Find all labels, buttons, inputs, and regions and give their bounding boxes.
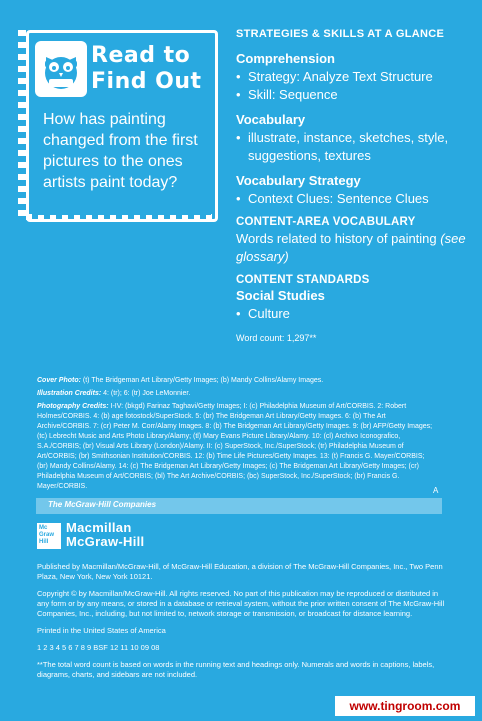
content-vocab-text: Words related to history of painting (see glossary) <box>236 231 466 264</box>
print-line: 1 2 3 4 5 6 7 8 9 BSF 12 11 10 09 08 <box>37 643 160 652</box>
list-item: • Context Clues: Sentence Clues <box>236 191 429 206</box>
word-count-note: **The total word count is based on words in the running text and headings only. Numerals and words in captions, labels, diagrams, charts, and sidebars are not included. <box>37 660 435 679</box>
cover-credit: Cover Photo: (t) The Bridgeman Art Library/Getty Images; (b) Mandy Collins/Alamy Images. <box>37 377 324 384</box>
list-item: • Culture <box>236 306 290 321</box>
mcgraw-hill-logo <box>37 523 61 549</box>
copyright-paragraph: Copyright © by Macmillan/McGraw-Hill. All rights reserved. No part of this publication may be reproduced or distributed in any form or by any means, or stored in a database or retrieval system, without the prior written consent of The McGraw-Hill Companies, Inc., including, but not limited to, network storage or transmission, or broadcast for distance learning. <box>37 589 445 618</box>
owl-icon <box>35 41 87 97</box>
vocab-strategy-list <box>236 190 472 208</box>
list-item: • Skill: Sequence <box>236 87 338 102</box>
logo-mark: Mc Graw Hill <box>39 525 55 545</box>
content-vocab-title: CONTENT-AREA VOCABULARY <box>236 216 416 228</box>
watermark: www.tingroom.com <box>335 696 475 716</box>
content-standards-subtitle: Social Studies <box>236 288 325 303</box>
list-item: • Strategy: Analyze Text Structure <box>236 69 433 84</box>
illustration-credit: Illustration Credits: 4: (tr); 6: (tr) Joe LeMonnier. <box>37 390 191 397</box>
printed-in: Printed in the United States of America <box>37 626 166 635</box>
credits-block <box>37 376 437 495</box>
dashed-border-left <box>18 30 26 220</box>
read-to-find-out-box <box>26 30 218 222</box>
content-standards-title: CONTENT STANDARDS <box>236 274 370 286</box>
comprehension-list <box>236 68 472 104</box>
strategies-panel <box>236 26 472 343</box>
publisher-paragraph: Published by Macmillan/McGraw-Hill, of McGraw-Hill Education, a division of The McGraw-Hill Companies, Inc., Two Penn Plaza, New York, New York 10121. <box>37 562 443 581</box>
strategies-header: STRATEGIES & SKILLS AT A GLANCE <box>236 28 445 40</box>
word-count: Word count: 1,297** <box>236 333 317 343</box>
vocabulary-list <box>236 129 472 165</box>
publisher-bar-text: The McGraw·Hill Companies <box>48 500 157 509</box>
publishing-info <box>37 562 447 687</box>
page-letter: A <box>433 486 439 495</box>
guiding-question: How has painting changed from the first pictures to the ones artists paint today? <box>43 111 198 191</box>
photo-credit: Photography Credits: I-IV: (bkgd) Farinaz Taghavi/Getty Images; I: (c) Philadelphia Museum of Art/CORBIS. 2: Robert Holmes/CORBIS. 4: (b) age fotostock/SuperStock. 5: (br) The Bridgeman Art Library/Getty Images. 6: (b) The Art Archive/CORBIS. 7: (cr) Peter M. Corr/Alamy Images. 8: (b) The Bridgeman Art Library/Getty Images. 9: (br) AFP/Getty Images; (tc) Lebrecht Music and Arts Photo Library/Alamy; (tl) Mary Evans Picture Library/Alamy. 10: (cl) Archivo Iconografico, S.A./CORBIS; (br) Visual Arts Library (London)/Alamy. II: (c) SuperStock, Inc./SuperStock; (tr) Philadelphia Museum of Art/CORBIS; (br) Smithsonian Institution/CORBIS. 12: (b) Time Life Pictures/Getty Images. 13: (t) Francis G. Mayer/CORBIS; (br) Mandy Collins/Alamy. 14: (c) The Bridgeman Art Library/Getty Images; (c) The Bridgeman Art Library/Getty Images; (cr) Philadelphia Museum of Art/CORBIS; (bl) The Art Archive/CORBIS; (bc) SuperStock, Inc./SuperStock; (br) Francis G. Mayer/CORBIS. <box>37 403 433 490</box>
vocab-strategy-title: Vocabulary Strategy <box>236 173 361 188</box>
vocabulary-title: Vocabulary <box>236 112 306 127</box>
read-to-find-out-title: Read to Find Out <box>91 43 202 94</box>
brand-name: Macmillan McGraw-Hill <box>66 520 145 549</box>
list-item: • illustrate, instance, sketches, style, suggestions, textures <box>236 130 449 163</box>
comprehension-title: Comprehension <box>236 51 335 66</box>
content-standards-list <box>236 305 472 323</box>
